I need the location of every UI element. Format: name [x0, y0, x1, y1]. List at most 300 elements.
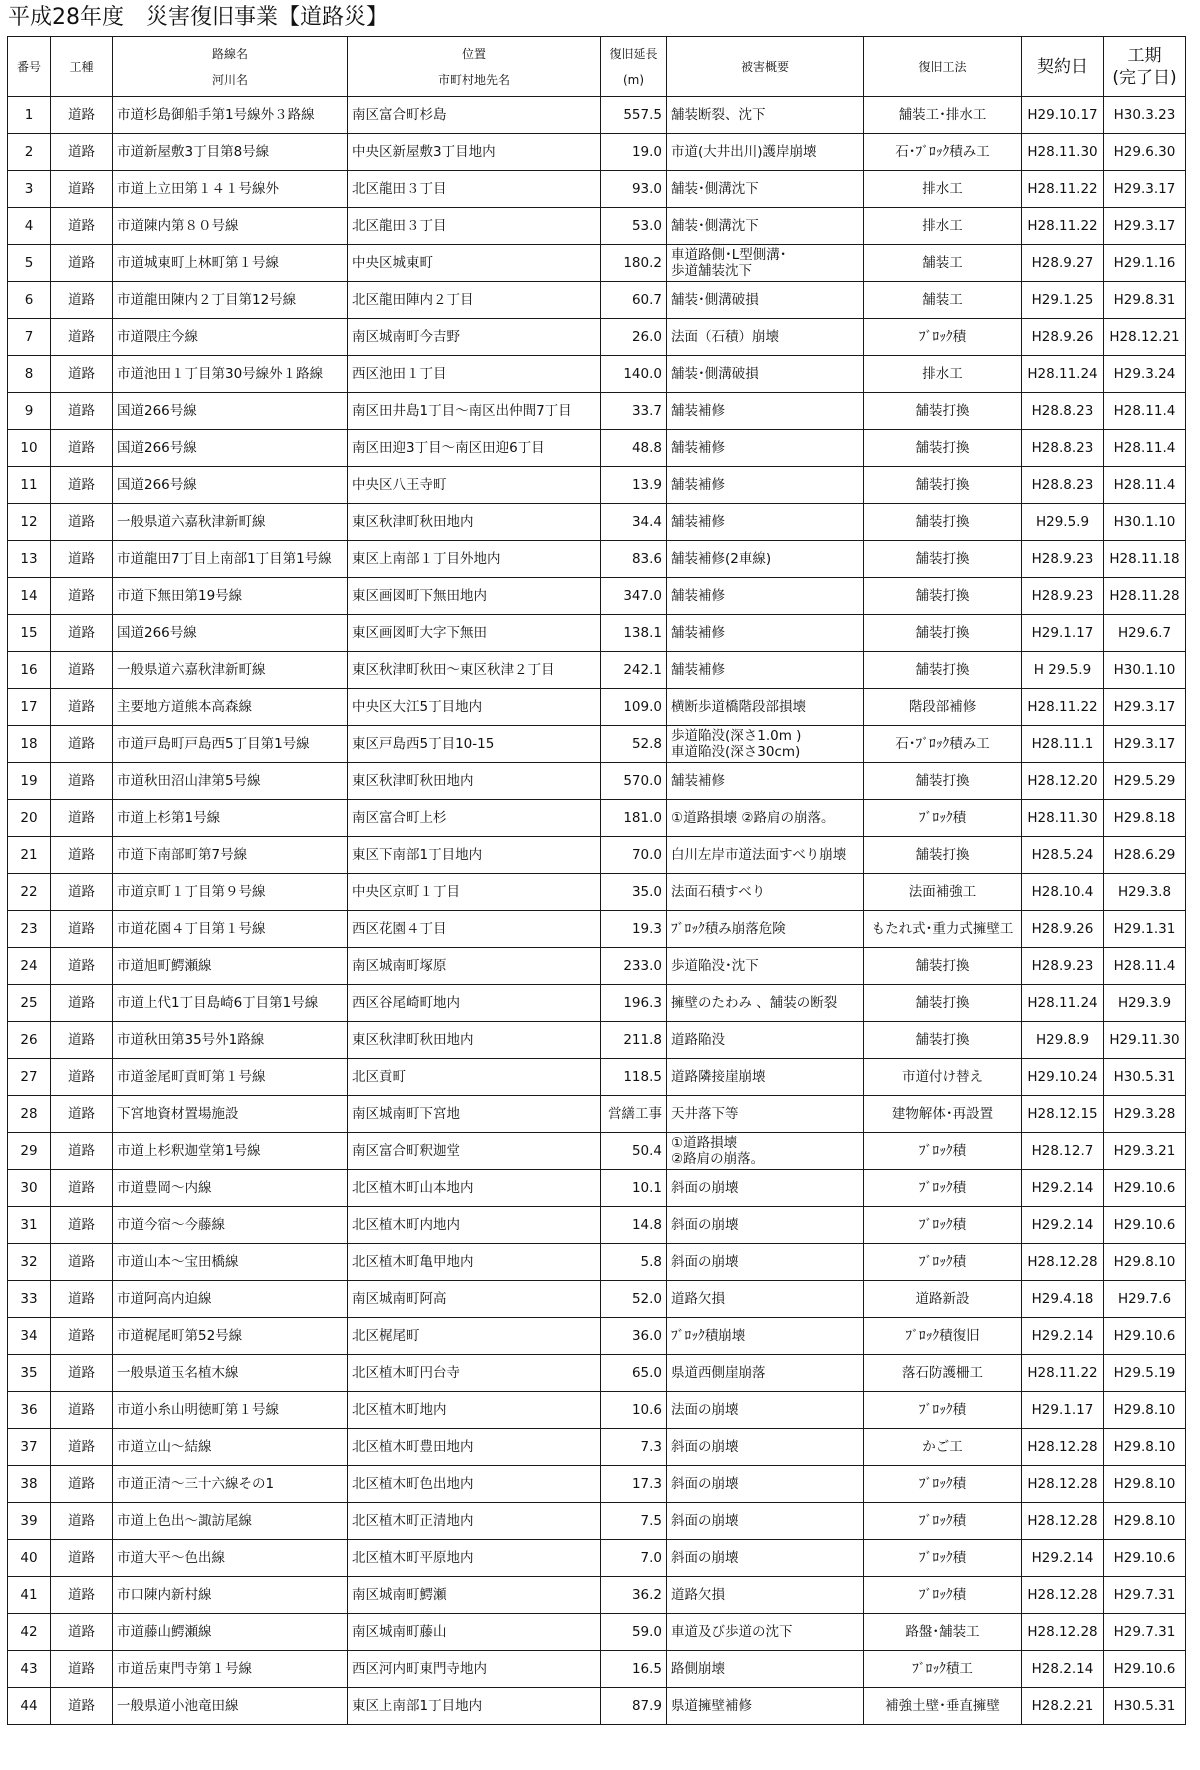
cell-route: 市道上色出～諏訪尾線	[113, 1503, 348, 1540]
cell-damage: 舗装補修	[667, 467, 864, 504]
cell-length: 7.5	[601, 1503, 667, 1540]
cell-damage-line: 歩道舗装沈下	[671, 263, 752, 279]
cell-location: 東区上南部1丁目地内	[348, 1688, 601, 1725]
cell-length: 570.0	[601, 763, 667, 800]
cell-no: 8	[8, 356, 51, 393]
cell-length: 181.0	[601, 800, 667, 837]
cell-type: 道路	[51, 319, 113, 356]
cell-type: 道路	[51, 1133, 113, 1170]
cell-method: 建物解体･再設置	[864, 1096, 1022, 1133]
cell-type: 道路	[51, 356, 113, 393]
cell-type: 道路	[51, 1059, 113, 1096]
cell-length: 19.3	[601, 911, 667, 948]
cell-length: 35.0	[601, 874, 667, 911]
header-type: 工種	[51, 37, 113, 97]
cell-route: 市道龍田7丁目上南部1丁目第1号線	[113, 541, 348, 578]
cell-contract-date: H28.9.26	[1022, 911, 1104, 948]
cell-location: 北区植木町亀甲地内	[348, 1244, 601, 1281]
cell-method: 舗装打換	[864, 763, 1022, 800]
cell-damage: 道路隣接崖崩壊	[667, 1059, 864, 1096]
cell-location: 北区龍田陣内２丁目	[348, 282, 601, 319]
cell-location: 西区河内町東門寺地内	[348, 1651, 601, 1688]
cell-location: 東区秋津町秋田～東区秋津２丁目	[348, 652, 601, 689]
cell-damage	[667, 726, 864, 763]
cell-damage: 車道及び歩道の沈下	[667, 1614, 864, 1651]
cell-type: 道路	[51, 763, 113, 800]
cell-length: 60.7	[601, 282, 667, 319]
cell-completion-date: H30.5.31	[1104, 1059, 1186, 1096]
table-row	[8, 1429, 1186, 1466]
cell-route: 市道釜尾町貢町第１号線	[113, 1059, 348, 1096]
cell-completion-date: H28.6.29	[1104, 837, 1186, 874]
cell-method: 舗装打換	[864, 541, 1022, 578]
cell-type: 道路	[51, 208, 113, 245]
cell-damage: 斜面の崩壊	[667, 1170, 864, 1207]
cell-no: 33	[8, 1281, 51, 1318]
cell-length: 180.2	[601, 245, 667, 282]
table-row	[8, 689, 1186, 726]
cell-completion-date: H29.8.18	[1104, 800, 1186, 837]
cell-method: 階段部補修	[864, 689, 1022, 726]
cell-no: 35	[8, 1355, 51, 1392]
cell-route: 市道旭町鰐瀬線	[113, 948, 348, 985]
table-row	[8, 393, 1186, 430]
cell-location: 南区城南町阿高	[348, 1281, 601, 1318]
cell-damage: 市道(大井出川)護岸崩壊	[667, 134, 864, 171]
cell-completion-date: H29.6.30	[1104, 134, 1186, 171]
cell-contract-date: H28.9.27	[1022, 245, 1104, 282]
cell-completion-date: H29.3.21	[1104, 1133, 1186, 1170]
cell-no: 26	[8, 1022, 51, 1059]
cell-damage-line: ②路肩の崩落。	[671, 1151, 765, 1167]
cell-method: ﾌﾞﾛｯｸ積	[864, 1207, 1022, 1244]
cell-no: 2	[8, 134, 51, 171]
cell-location: 東区画図町下無田地内	[348, 578, 601, 615]
table-row	[8, 1651, 1186, 1688]
cell-damage: 舗装･側溝沈下	[667, 208, 864, 245]
header-no: 番号	[8, 37, 51, 97]
cell-route: 市道秋田第35号外1路線	[113, 1022, 348, 1059]
cell-completion-date: H29.10.6	[1104, 1170, 1186, 1207]
cell-completion-date: H29.10.6	[1104, 1540, 1186, 1577]
table-row	[8, 134, 1186, 171]
cell-route: 市道上立田第１４１号線外	[113, 171, 348, 208]
cell-route: 市道小糸山明徳町第１号線	[113, 1392, 348, 1429]
table-row	[8, 467, 1186, 504]
cell-completion-date: H29.3.17	[1104, 171, 1186, 208]
cell-location: 中央区八王寺町	[348, 467, 601, 504]
cell-completion-date: H29.3.9	[1104, 985, 1186, 1022]
cell-type: 道路	[51, 1244, 113, 1281]
cell-damage: 斜面の崩壊	[667, 1429, 864, 1466]
cell-route: 市道今宿～今藤線	[113, 1207, 348, 1244]
cell-contract-date: H28.2.14	[1022, 1651, 1104, 1688]
cell-no: 41	[8, 1577, 51, 1614]
cell-damage: 県道擁壁補修	[667, 1688, 864, 1725]
cell-location: 南区城南町藤山	[348, 1614, 601, 1651]
cell-type: 道路	[51, 1355, 113, 1392]
cell-route: 市道下無田第19号線	[113, 578, 348, 615]
cell-no: 3	[8, 171, 51, 208]
cell-type: 道路	[51, 1503, 113, 1540]
cell-length: 65.0	[601, 1355, 667, 1392]
cell-damage: 法面（石積）崩壊	[667, 319, 864, 356]
cell-type: 道路	[51, 689, 113, 726]
cell-type: 道路	[51, 652, 113, 689]
cell-location: 中央区京町１丁目	[348, 874, 601, 911]
cell-damage: 擁壁のたわみ 、舗装の断裂	[667, 985, 864, 1022]
cell-completion-date: H28.11.4	[1104, 393, 1186, 430]
cell-damage: 舗装補修	[667, 578, 864, 615]
cell-type: 道路	[51, 171, 113, 208]
cell-completion-date: H29.3.24	[1104, 356, 1186, 393]
cell-type: 道路	[51, 134, 113, 171]
cell-location: 東区秋津町秋田地内	[348, 504, 601, 541]
cell-damage: 舗装･側溝破損	[667, 282, 864, 319]
cell-no: 34	[8, 1318, 51, 1355]
cell-route: 市道隈庄今線	[113, 319, 348, 356]
cell-location: 南区田迎3丁目～南区田迎6丁目	[348, 430, 601, 467]
cell-contract-date: H28.12.28	[1022, 1244, 1104, 1281]
table-row	[8, 1281, 1186, 1318]
cell-route: 国道266号線	[113, 615, 348, 652]
cell-type: 道路	[51, 1577, 113, 1614]
cell-type: 道路	[51, 1207, 113, 1244]
table-row	[8, 319, 1186, 356]
cell-type: 道路	[51, 1096, 113, 1133]
cell-location: 北区貢町	[348, 1059, 601, 1096]
cell-no: 36	[8, 1392, 51, 1429]
cell-no: 40	[8, 1540, 51, 1577]
cell-route: 市道岳東門寺第１号線	[113, 1651, 348, 1688]
cell-damage: 舗装補修	[667, 504, 864, 541]
cell-contract-date: H28.11.24	[1022, 985, 1104, 1022]
cell-completion-date: H28.11.4	[1104, 948, 1186, 985]
cell-method: 舗装工	[864, 245, 1022, 282]
table-row	[8, 1577, 1186, 1614]
cell-method: 補強土壁･垂直擁壁	[864, 1688, 1022, 1725]
table-row	[8, 1614, 1186, 1651]
table-row	[8, 615, 1186, 652]
cell-route: 市道阿高内迫線	[113, 1281, 348, 1318]
cell-length: 53.0	[601, 208, 667, 245]
cell-damage: 道路陥没	[667, 1022, 864, 1059]
table-row	[8, 208, 1186, 245]
cell-contract-date: H28.5.24	[1022, 837, 1104, 874]
cell-length: 557.5	[601, 97, 667, 134]
cell-location: 南区富合町杉島	[348, 97, 601, 134]
cell-damage: 舗装補修	[667, 393, 864, 430]
cell-method: 市道付け替え	[864, 1059, 1022, 1096]
table-row	[8, 837, 1186, 874]
cell-contract-date: H28.9.23	[1022, 948, 1104, 985]
cell-length: 7.3	[601, 1429, 667, 1466]
cell-completion-date: H29.7.31	[1104, 1614, 1186, 1651]
cell-location: 北区植木町平原地内	[348, 1540, 601, 1577]
cell-location: 北区植木町豊田地内	[348, 1429, 601, 1466]
cell-length: 83.6	[601, 541, 667, 578]
cell-length: 10.6	[601, 1392, 667, 1429]
cell-completion-date: H29.10.6	[1104, 1651, 1186, 1688]
cell-length: 211.8	[601, 1022, 667, 1059]
cell-length: 87.9	[601, 1688, 667, 1725]
cell-contract-date: H28.9.23	[1022, 541, 1104, 578]
disaster-recovery-table	[7, 36, 1186, 1725]
cell-damage: 斜面の崩壊	[667, 1540, 864, 1577]
cell-no: 1	[8, 97, 51, 134]
cell-route: 市道山本～宝田橋線	[113, 1244, 348, 1281]
cell-location: 東区上南部１丁目外地内	[348, 541, 601, 578]
cell-location: 西区花園４丁目	[348, 911, 601, 948]
cell-route: 国道266号線	[113, 393, 348, 430]
cell-method: 舗装打換	[864, 504, 1022, 541]
table-row	[8, 948, 1186, 985]
cell-type: 道路	[51, 1022, 113, 1059]
cell-damage-line: 車道陥没(深さ30cm)	[671, 744, 801, 760]
table-row	[8, 97, 1186, 134]
cell-no: 13	[8, 541, 51, 578]
cell-length: 10.1	[601, 1170, 667, 1207]
cell-route: 市道上杉釈迦堂第1号線	[113, 1133, 348, 1170]
table-row	[8, 985, 1186, 1022]
table-row	[8, 1466, 1186, 1503]
cell-type: 道路	[51, 97, 113, 134]
cell-contract-date: H28.12.28	[1022, 1614, 1104, 1651]
cell-method: ﾌﾞﾛｯｸ積	[864, 1392, 1022, 1429]
cell-length: 59.0	[601, 1614, 667, 1651]
cell-contract-date: H28.8.23	[1022, 430, 1104, 467]
cell-contract-date: H28.11.22	[1022, 171, 1104, 208]
cell-type: 道路	[51, 541, 113, 578]
table-row	[8, 763, 1186, 800]
cell-no: 30	[8, 1170, 51, 1207]
cell-contract-date: H28.11.30	[1022, 134, 1104, 171]
cell-location: 東区下南部1丁目地内	[348, 837, 601, 874]
cell-no: 42	[8, 1614, 51, 1651]
cell-completion-date: H29.1.31	[1104, 911, 1186, 948]
cell-type: 道路	[51, 1392, 113, 1429]
cell-method: ﾌﾞﾛｯｸ積	[864, 1540, 1022, 1577]
cell-type: 道路	[51, 874, 113, 911]
cell-no: 18	[8, 726, 51, 763]
cell-contract-date: H28.12.15	[1022, 1096, 1104, 1133]
cell-location: 北区植木町色出地内	[348, 1466, 601, 1503]
cell-length: 16.5	[601, 1651, 667, 1688]
cell-damage: 舗装･側溝破損	[667, 356, 864, 393]
cell-contract-date: H28.11.22	[1022, 689, 1104, 726]
cell-type: 道路	[51, 948, 113, 985]
cell-route: 市道豊岡～内線	[113, 1170, 348, 1207]
cell-type: 道路	[51, 726, 113, 763]
cell-location: 東区戸島西5丁目10-15	[348, 726, 601, 763]
cell-location: 南区城南町鰐瀬	[348, 1577, 601, 1614]
table-row	[8, 356, 1186, 393]
cell-length: 33.7	[601, 393, 667, 430]
table-body	[8, 97, 1186, 1725]
cell-type: 道路	[51, 393, 113, 430]
cell-location: 北区植木町内地内	[348, 1207, 601, 1244]
cell-type: 道路	[51, 1651, 113, 1688]
cell-location: 北区植木町山本地内	[348, 1170, 601, 1207]
cell-contract-date: H28.12.7	[1022, 1133, 1104, 1170]
cell-contract-date: H29.10.17	[1022, 97, 1104, 134]
cell-no: 38	[8, 1466, 51, 1503]
cell-method: ﾌﾞﾛｯｸ積復旧	[864, 1318, 1022, 1355]
cell-length: 26.0	[601, 319, 667, 356]
cell-length: 109.0	[601, 689, 667, 726]
cell-no: 17	[8, 689, 51, 726]
table-row	[8, 1503, 1186, 1540]
cell-completion-date: H29.5.19	[1104, 1355, 1186, 1392]
cell-no: 27	[8, 1059, 51, 1096]
cell-completion-date: H29.5.29	[1104, 763, 1186, 800]
cell-no: 6	[8, 282, 51, 319]
cell-length: 347.0	[601, 578, 667, 615]
header-length	[601, 37, 667, 97]
cell-route: 市道杉島御船手第1号線外３路線	[113, 97, 348, 134]
cell-length: 52.8	[601, 726, 667, 763]
cell-contract-date: H28.9.23	[1022, 578, 1104, 615]
cell-method: 排水工	[864, 208, 1022, 245]
header-length-line2: (m)	[622, 72, 645, 87]
cell-completion-date: H28.12.21	[1104, 319, 1186, 356]
cell-length: 48.8	[601, 430, 667, 467]
cell-no: 7	[8, 319, 51, 356]
cell-route: 一般県道玉名植木線	[113, 1355, 348, 1392]
cell-damage: 舗装･側溝沈下	[667, 171, 864, 208]
cell-location: 北区植木町円台寺	[348, 1355, 601, 1392]
cell-location: 北区龍田３丁目	[348, 171, 601, 208]
header-damage: 被害概要	[667, 37, 864, 97]
cell-location: 北区植木町地内	[348, 1392, 601, 1429]
cell-completion-date: H30.3.23	[1104, 97, 1186, 134]
header-route-line1: 路線名	[211, 46, 248, 61]
cell-damage: 舗装補修	[667, 615, 864, 652]
cell-contract-date: H28.11.22	[1022, 1355, 1104, 1392]
cell-length: 13.9	[601, 467, 667, 504]
cell-type: 道路	[51, 800, 113, 837]
cell-location: 北区龍田３丁目	[348, 208, 601, 245]
cell-damage: 横断歩道橋階段部損壊	[667, 689, 864, 726]
cell-method: 舗装打換	[864, 1022, 1022, 1059]
cell-method: かご工	[864, 1429, 1022, 1466]
cell-completion-date: H29.8.10	[1104, 1392, 1186, 1429]
cell-no: 22	[8, 874, 51, 911]
cell-contract-date: H29.4.18	[1022, 1281, 1104, 1318]
cell-contract-date: H29.2.14	[1022, 1540, 1104, 1577]
table-row	[8, 171, 1186, 208]
cell-contract-date: H29.2.14	[1022, 1170, 1104, 1207]
cell-contract-date: H 29.5.9	[1022, 652, 1104, 689]
cell-damage: 道路欠損	[667, 1577, 864, 1614]
cell-location: 南区城南町塚原	[348, 948, 601, 985]
cell-location: 東区秋津町秋田地内	[348, 1022, 601, 1059]
cell-location: 南区富合町上杉	[348, 800, 601, 837]
table-row	[8, 1540, 1186, 1577]
cell-route: 市道新屋敷3丁目第8号線	[113, 134, 348, 171]
cell-route: 市口陳内新村線	[113, 1577, 348, 1614]
cell-method: ﾌﾞﾛｯｸ積	[864, 1244, 1022, 1281]
cell-type: 道路	[51, 282, 113, 319]
cell-length: 196.3	[601, 985, 667, 1022]
cell-method: ﾌﾞﾛｯｸ積	[864, 800, 1022, 837]
cell-type: 道路	[51, 615, 113, 652]
table-row	[8, 1688, 1186, 1725]
cell-length: 19.0	[601, 134, 667, 171]
cell-type: 道路	[51, 837, 113, 874]
cell-method: 舗装打換	[864, 615, 1022, 652]
cell-method: 舗装打換	[864, 393, 1022, 430]
table-row	[8, 1392, 1186, 1429]
cell-method: 舗装打換	[864, 578, 1022, 615]
cell-completion-date: H29.3.17	[1104, 689, 1186, 726]
table-row	[8, 245, 1186, 282]
cell-type: 道路	[51, 504, 113, 541]
table-row	[8, 504, 1186, 541]
table-row	[8, 1096, 1186, 1133]
cell-no: 44	[8, 1688, 51, 1725]
cell-route: 市道城東町上林町第１号線	[113, 245, 348, 282]
cell-location: 西区池田１丁目	[348, 356, 601, 393]
header-route-line2: 河川名	[211, 72, 248, 87]
cell-completion-date: H29.10.6	[1104, 1207, 1186, 1244]
cell-route: 市道正清～三十六線その1	[113, 1466, 348, 1503]
cell-contract-date: H28.11.24	[1022, 356, 1104, 393]
table-row	[8, 1244, 1186, 1281]
cell-method: ﾌﾞﾛｯｸ積	[864, 1466, 1022, 1503]
cell-route: 市道秋田沼山津第5号線	[113, 763, 348, 800]
cell-route: 市道立山～結線	[113, 1429, 348, 1466]
cell-completion-date: H29.10.6	[1104, 1318, 1186, 1355]
cell-no: 32	[8, 1244, 51, 1281]
cell-route: 一般県道小池竜田線	[113, 1688, 348, 1725]
cell-no: 23	[8, 911, 51, 948]
cell-method: 排水工	[864, 356, 1022, 393]
cell-method: 道路新設	[864, 1281, 1022, 1318]
cell-type: 道路	[51, 1614, 113, 1651]
cell-length: 34.4	[601, 504, 667, 541]
cell-completion-date: H29.8.10	[1104, 1466, 1186, 1503]
cell-route: 市道陳内第８０号線	[113, 208, 348, 245]
cell-contract-date: H28.12.28	[1022, 1429, 1104, 1466]
cell-length: 36.2	[601, 1577, 667, 1614]
cell-damage: 天井落下等	[667, 1096, 864, 1133]
table-row	[8, 1059, 1186, 1096]
cell-damage: ﾌﾞﾛｯｸ積崩壊	[667, 1318, 864, 1355]
cell-contract-date: H28.9.26	[1022, 319, 1104, 356]
cell-completion-date: H29.8.10	[1104, 1429, 1186, 1466]
cell-damage-line: 車道路側･L型側溝･	[671, 247, 787, 263]
cell-route: 市道龍田陳内２丁目第12号線	[113, 282, 348, 319]
cell-damage: 道路欠損	[667, 1281, 864, 1318]
cell-completion-date: H29.1.16	[1104, 245, 1186, 282]
cell-no: 19	[8, 763, 51, 800]
cell-method: 石･ﾌﾞﾛｯｸ積み工	[864, 726, 1022, 763]
cell-no: 15	[8, 615, 51, 652]
cell-contract-date: H28.8.23	[1022, 393, 1104, 430]
cell-length: 242.1	[601, 652, 667, 689]
cell-location: 西区谷尾崎町地内	[348, 985, 601, 1022]
cell-type: 道路	[51, 1318, 113, 1355]
cell-contract-date: H28.11.22	[1022, 208, 1104, 245]
cell-completion-date: H28.11.4	[1104, 430, 1186, 467]
cell-no: 39	[8, 1503, 51, 1540]
cell-method: ﾌﾞﾛｯｸ積工	[864, 1651, 1022, 1688]
cell-damage: 舗装補修	[667, 430, 864, 467]
cell-method: 舗装打換	[864, 948, 1022, 985]
cell-completion-date: H29.3.8	[1104, 874, 1186, 911]
cell-route: 国道266号線	[113, 467, 348, 504]
